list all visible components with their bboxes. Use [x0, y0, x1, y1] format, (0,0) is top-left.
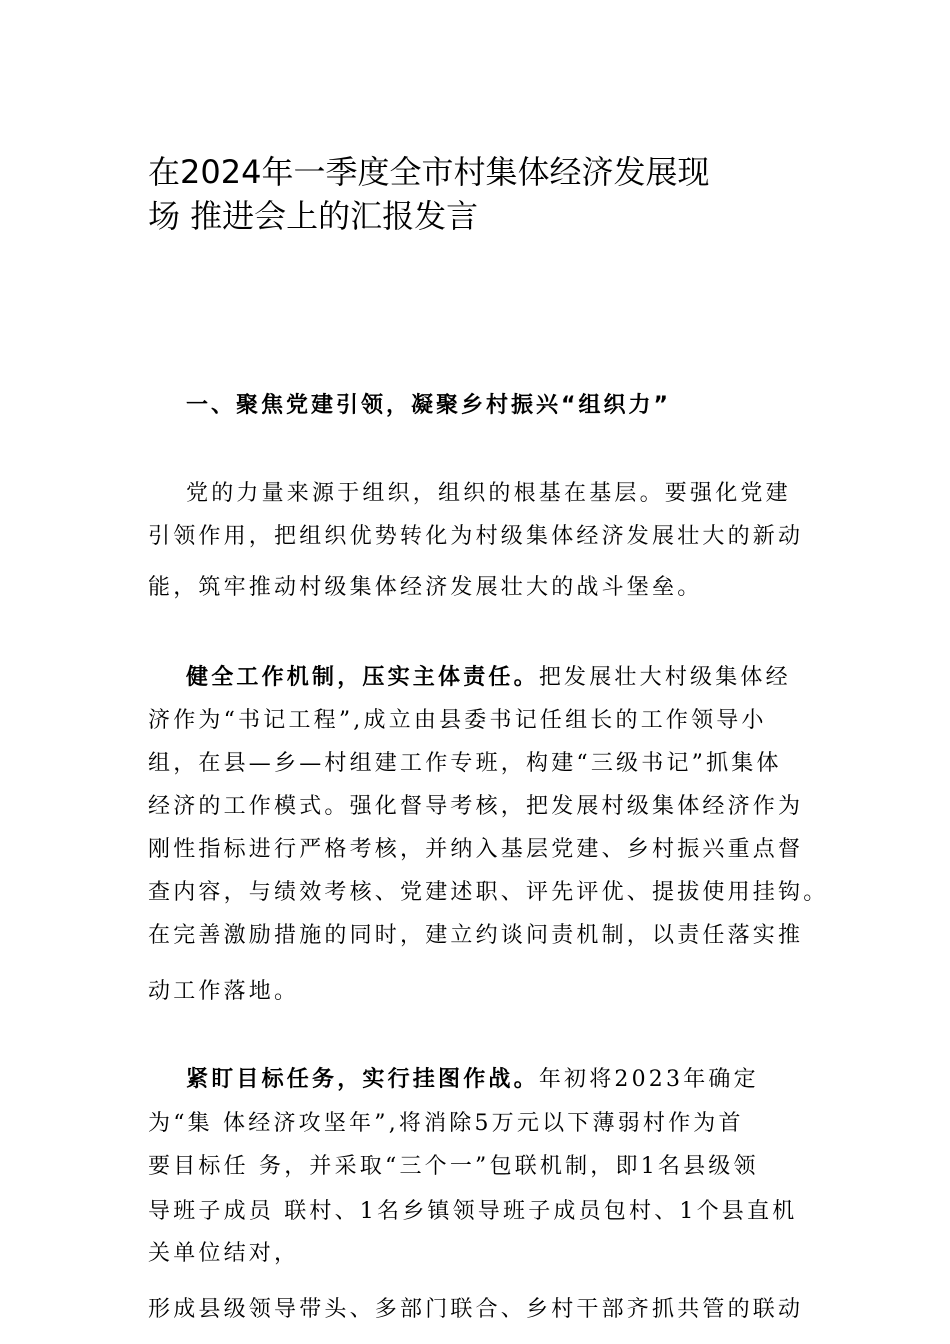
paragraph-3-line: 为“集 体经济攻坚年”,将消除5万元以下薄弱村作为首	[148, 1111, 744, 1136]
paragraph-3-lead: 紧盯目标任务，实行挂图作战。	[186, 1067, 539, 1092]
paragraph-1-line: 能，筑牢推动村级集体经济发展壮大的战斗堡垒。	[148, 575, 703, 600]
paragraph-3-first-rest: 年初将2023年确定	[538, 1067, 759, 1092]
paragraph-2-first-rest: 把发展壮大村级集体经	[538, 665, 791, 690]
paragraph-2-line: 刚性指标进行严格考核，并纳入基层党建、乡村振兴重点督	[148, 837, 804, 862]
paragraph-3-line: 关单位结对，	[148, 1241, 300, 1266]
paragraph-2-line: 查内容，与绩效考核、党建述职、评先评优、提拔使用挂钩。	[148, 880, 829, 905]
paragraph-3-line: 要目标任 务，并采取“三个一”包联机制，即1名县级领	[148, 1154, 759, 1179]
paragraph-2-line: 济作为“书记工程”,成立由县委书记任组长的工作领导小	[148, 708, 767, 733]
paragraph-3-line: 形成县级领导带头、多部门联合、乡村干部齐抓共管的联动	[148, 1297, 804, 1322]
title-line-1: 在2024年一季度全市村集体经济发展现	[148, 153, 710, 191]
paragraph-1-line: 党的力量来源于组织，组织的根基在基层。要强化党建	[186, 481, 791, 506]
page-title	[148, 150, 808, 238]
paragraph-2-line: 组，在县—乡—村组建工作专班，构建“三级书记”抓集体	[148, 751, 782, 776]
paragraph-3-line: 导班子成员 联村、1名乡镇领导班子成员包村、1个县直机	[148, 1199, 798, 1224]
paragraph-3-first-line	[186, 1062, 759, 1093]
paragraph-2-lead: 健全工作机制，压实主体责任。	[186, 665, 539, 690]
title-line-2: 场 推进会上的汇报发言	[148, 197, 479, 235]
section-heading: 一、聚焦党建引领，凝聚乡村振兴“组织力”	[186, 393, 671, 418]
paragraph-2-line: 经济的工作模式。强化督导考核，把发展村级集体经济作为	[148, 794, 804, 819]
paragraph-1-line: 引领作用，把组织优势转化为村级集体经济发展壮大的新动	[148, 524, 804, 549]
paragraph-2-line: 动工作落地。	[148, 979, 300, 1004]
paragraph-2-first-line	[186, 660, 791, 691]
paragraph-2-line: 在完善激励措施的同时，建立约谈问责机制，以责任落实推	[148, 923, 804, 948]
